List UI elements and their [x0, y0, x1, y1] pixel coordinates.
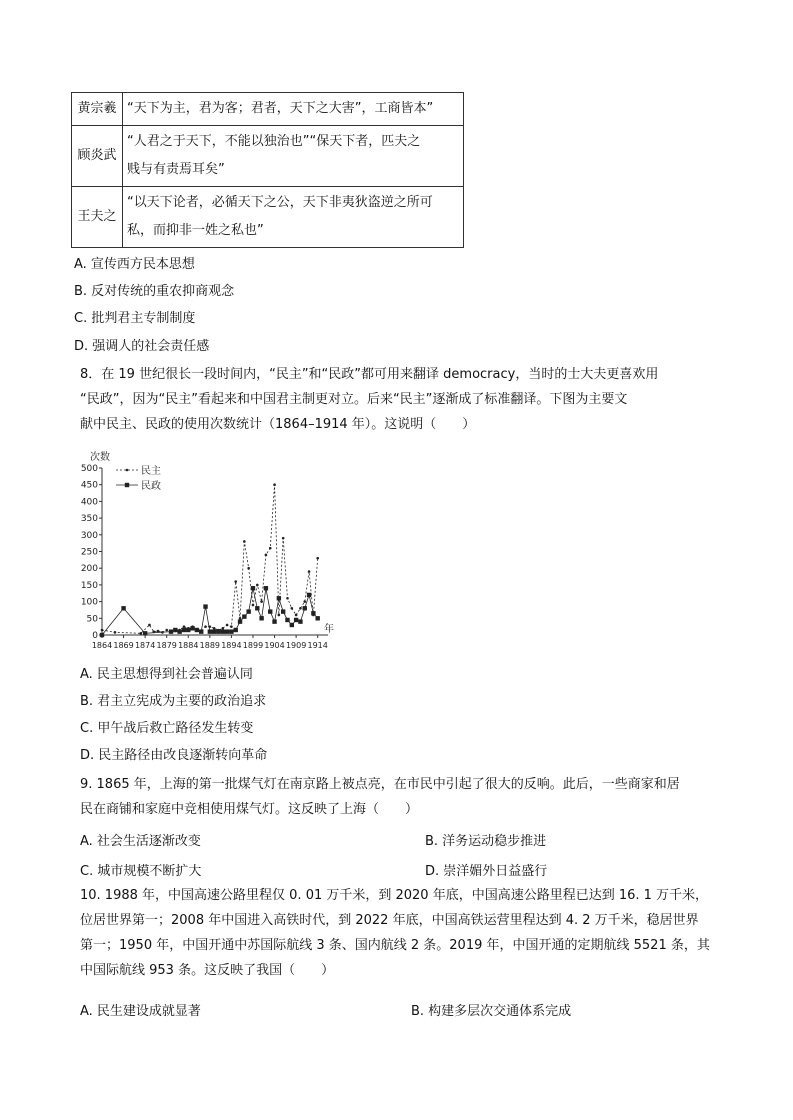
q9-stem: 9. 1865 年，上海的第一批煤气灯在南京路上被点亮，在市民中引起了很大的反响。此后，一些商家和居 民在商铺和家庭中竞相使用煤气灯。这反映了上海（ ）: [80, 777, 680, 817]
y-tick-label: 200: [80, 564, 98, 575]
q9-option-a[interactable]: A. 社会生活逐渐改变: [80, 834, 201, 849]
y-tick-label: 450: [80, 480, 98, 491]
y-tick-label: 50: [86, 614, 98, 625]
data-point: [299, 607, 302, 610]
data-point: [315, 616, 319, 620]
data-point: [256, 584, 259, 587]
table-row: [72, 93, 464, 126]
data-point: [294, 618, 298, 622]
data-point: [238, 619, 242, 623]
q9-option-d[interactable]: D. 崇洋媚外日益盛行: [425, 864, 548, 879]
table-cell-quote: “以天下论者，必循天下之公，天下非夷狄盗逆之所可 私，而抑非一姓之私也”: [123, 187, 464, 248]
table-cell-quote: “天下为主，君为客；君者，天下之大害”，工商皆本”: [123, 93, 464, 126]
y-axis-label: 次数: [90, 452, 110, 463]
data-point: [295, 614, 298, 617]
data-point: [114, 631, 117, 634]
data-point: [260, 600, 263, 603]
y-tick-label: 100: [80, 597, 98, 608]
quotes-table: [71, 92, 464, 248]
y-tick-label: 0: [92, 631, 98, 641]
x-tick-label: 1914: [307, 641, 328, 650]
data-point: [213, 627, 216, 630]
data-point: [225, 629, 229, 633]
y-tick-label: 500: [80, 464, 98, 474]
q7-option-b[interactable]: B. 反对传统的重农抑商观念: [74, 284, 235, 299]
data-point: [311, 611, 315, 615]
data-point: [278, 614, 281, 617]
q9-option-b[interactable]: B. 洋务运动稳步推进: [425, 834, 547, 849]
q8-option-a[interactable]: A. 民主思想得到社会普遍认同: [80, 667, 253, 682]
table-row: [72, 126, 464, 187]
data-point: [140, 632, 143, 635]
q9-option-c[interactable]: C. 城市规模不断扩大: [80, 864, 202, 879]
data-point: [204, 625, 207, 628]
data-point: [251, 586, 255, 590]
data-point: [230, 625, 233, 628]
data-point: [285, 618, 289, 622]
data-point: [281, 609, 285, 613]
data-point: [273, 483, 276, 486]
legend-label: 民主: [141, 466, 161, 477]
data-point: [177, 629, 181, 633]
q8-stem: 8．在 19 世纪很长一段时间内，“民主”和“民政”都可用来翻译 democracy，当时的士大夫更喜欢用 “民政”，因为“民主”看起来和中国君主制更对立。后来“民主”逐渐成了标准翻译。下图为主要文 献中民主、民政的使用次数统计（1864–1914 年）。这说明（ ）: [80, 367, 659, 432]
x-tick-label: 1884: [178, 641, 199, 650]
data-point: [221, 627, 224, 630]
data-point: [221, 629, 225, 633]
data-point: [268, 609, 272, 613]
data-point: [303, 600, 306, 603]
data-point: [186, 628, 190, 632]
x-axis-label: 年: [324, 624, 334, 635]
y-tick-label: 400: [80, 497, 98, 508]
data-point: [239, 617, 242, 620]
table-cell-quote: “人君之于天下，不能以独治也”“保天下者，匹夫之 贱与有责焉耳矣”: [123, 126, 464, 187]
data-point: [255, 606, 259, 610]
data-point: [264, 586, 268, 590]
data-point: [173, 628, 177, 632]
data-point: [298, 619, 302, 623]
data-point: [291, 607, 294, 610]
x-tick-label: 1874: [134, 641, 156, 650]
y-tick-label: 300: [80, 530, 98, 541]
q7-option-c[interactable]: C. 批判君主专制制度: [74, 311, 196, 326]
x-tick-label: 1909: [285, 641, 307, 650]
data-point: [247, 567, 250, 570]
data-point: [286, 597, 289, 600]
legend-marker: [126, 469, 129, 472]
table-row: [72, 187, 464, 248]
data-point: [265, 554, 268, 557]
data-point: [242, 614, 246, 618]
data-point: [143, 631, 147, 635]
data-point: [190, 626, 194, 630]
x-tick-label: 1889: [199, 641, 221, 650]
data-point: [272, 619, 276, 623]
q10-stem: 10. 1988 年，中国高速公路里程仅 0. 01 万千米，到 2020 年底，中国高速公路里程已达到 16. 1 万千米， 位居世界第一；2008 年中国进入高铁时代，到 2022 年底，中国高铁运营里程达到 4. 2 万千米，稳居世界 第一；1950 年，中国开通中苏国际航线 3 条、国内航线 2 条。2019 年，中国开通的定期航线 5521 条，其 中国际航线 953 条。这反映了我国（ ）: [80, 888, 710, 978]
q10-option-a[interactable]: A. 民生建设成就显著: [80, 1004, 201, 1019]
legend-label: 民政: [141, 481, 161, 492]
y-tick-label: 250: [80, 547, 98, 558]
q10-option-b[interactable]: B. 构建多层次交通体系完成: [411, 1004, 572, 1019]
data-point: [308, 570, 311, 573]
x-tick-label: 1864: [91, 641, 113, 650]
q8-option-d[interactable]: D. 民主路径由改良逐渐转向革命: [80, 748, 268, 763]
data-point: [182, 628, 186, 632]
x-tick-label: 1904: [264, 641, 285, 650]
data-point: [216, 629, 220, 633]
table-cell-name: 黄宗羲: [72, 93, 123, 126]
data-point: [121, 606, 125, 610]
q8-option-c[interactable]: C. 甲午战后救亡路径发生转变: [80, 721, 254, 736]
data-point: [316, 557, 319, 560]
data-point: [101, 629, 104, 632]
y-tick-label: 350: [80, 514, 98, 525]
y-tick-label: 150: [80, 580, 98, 591]
data-point: [303, 606, 307, 610]
data-point: [157, 630, 160, 633]
data-point: [203, 604, 207, 608]
usage-count-chart: [72, 446, 342, 652]
data-point: [290, 623, 294, 627]
data-point: [169, 629, 173, 633]
data-point: [229, 629, 233, 633]
data-point: [208, 629, 212, 633]
data-point: [212, 629, 216, 633]
data-point: [165, 629, 168, 632]
data-point: [195, 628, 199, 632]
legend-marker: [125, 483, 129, 487]
data-point: [282, 537, 285, 540]
data-point: [259, 616, 263, 620]
x-tick-label: 1869: [113, 641, 134, 650]
data-point: [234, 580, 237, 583]
data-point: [243, 540, 246, 543]
data-point: [148, 624, 151, 627]
table-cell-name: 王夫之: [72, 187, 123, 248]
x-tick-label: 1899: [242, 641, 264, 650]
table-cell-name: 顾炎武: [72, 126, 123, 187]
data-point: [234, 628, 238, 632]
x-tick-label: 1894: [221, 641, 242, 650]
data-point: [226, 624, 229, 627]
data-point: [199, 629, 203, 633]
x-tick-label: 1879: [156, 641, 177, 650]
q8-option-b[interactable]: B. 君主立宪成为主要的政治追求: [80, 694, 267, 709]
data-point: [269, 547, 272, 550]
data-point: [277, 596, 281, 600]
q7-option-a[interactable]: A. 宣传西方民本思想: [74, 257, 195, 272]
data-point: [252, 604, 255, 607]
data-point: [307, 593, 311, 597]
data-point: [183, 625, 186, 628]
q7-option-d[interactable]: D. 强调人的社会责任感: [74, 339, 210, 354]
data-point: [246, 609, 250, 613]
data-point: [100, 633, 104, 637]
